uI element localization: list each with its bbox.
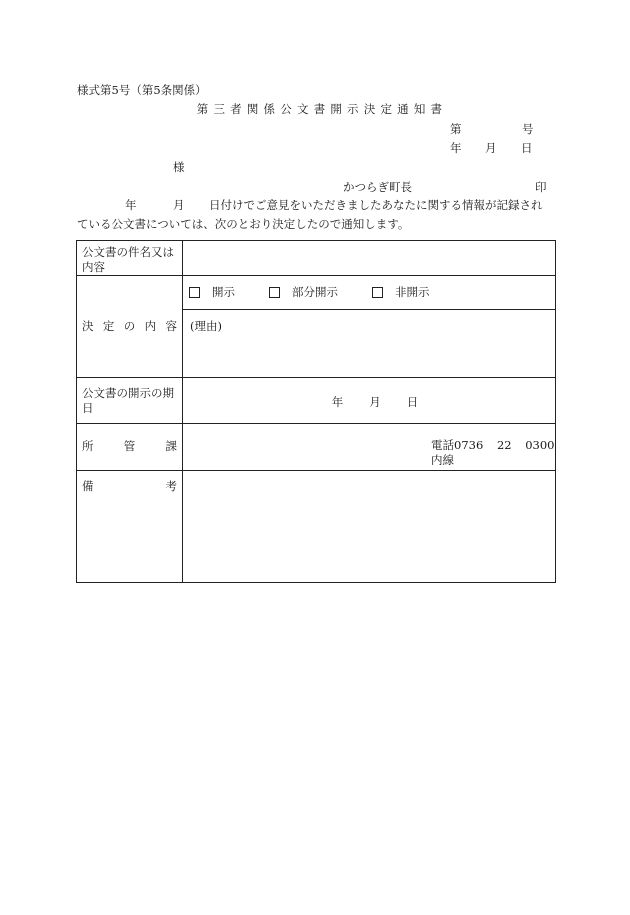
decision-label-char: の [123,319,136,333]
department-value-cell[interactable] [183,424,556,471]
remarks-value-cell[interactable] [183,471,556,583]
phone-part2: 22 [496,438,512,452]
disclosure-date-cell[interactable] [183,378,556,424]
document-number-prefix: 第 [450,122,462,136]
issue-date-month: 月 [485,141,497,155]
remarks-label [77,471,182,494]
option-disclose-label: 開示 [212,285,235,299]
body-text-line1: 日付けでご意見をいただきましたあなたに関する情報が記録され [209,198,543,212]
decision-options-row [77,276,556,310]
option-disclose[interactable] [189,286,235,298]
option-partial-disclose[interactable] [269,286,338,298]
addressee-honorific: 様 [173,160,185,174]
disclosure-date-label-cell [77,378,183,424]
phone-part3: 0300 [525,438,555,452]
disclosure-date [183,378,555,410]
decision-reason-cell[interactable] [183,310,556,378]
department-label [77,424,182,454]
department-label-char: 管 [123,439,136,453]
remarks-row [77,471,556,583]
doc-name-value-cell[interactable] [183,241,556,276]
seal-mark: 印 [535,180,547,194]
decision-label-cell [77,276,183,378]
doc-name-label-cell [77,241,183,276]
disclosure-date-label: 公文書の開示の期日 [82,386,174,415]
remarks-label-char: 考 [165,479,177,493]
remarks-label-cell [77,471,183,583]
notice-table [76,240,556,583]
doc-name-row [77,241,556,276]
option-non-disclose-label: 非開示 [395,285,430,299]
issue-date-day: 日 [521,141,533,155]
option-non-disclose[interactable] [372,286,430,298]
decision-options [183,276,555,298]
checkbox-non-disclose[interactable] [372,287,383,298]
disclosure-date-row [77,378,556,424]
issue-date-year: 年 [450,141,462,155]
decision-options-cell [183,276,556,310]
decision-label-char: 容 [165,319,177,333]
department-label-cell [77,424,183,471]
decision-label [77,319,182,334]
department-label-char: 所 [82,439,94,453]
decision-label-char: 内 [144,319,157,333]
disclosure-date-day: 日 [406,395,419,409]
checkbox-disclose[interactable] [189,287,200,298]
disclosure-date-year: 年 [331,395,344,409]
remarks-label-char: 備 [82,479,94,493]
reason-label: (理由) [190,319,222,333]
form-number-label: 様式第5号（第5条関係） [77,83,207,97]
opinion-date-year: 年 [125,198,137,212]
checkbox-partial-disclose[interactable] [269,287,280,298]
phone-extension: 内線 [431,453,454,467]
body-text-line2: ている公文書については、次のとおり決定したので通知します。 [77,217,410,231]
phone-info [431,438,555,468]
decision-label-char: 定 [102,319,115,333]
issuer-name: かつらぎ町長 [343,180,412,194]
disclosure-date-month: 月 [369,395,381,409]
document-title: 第三者関係公文書開示決定通知書 [196,102,448,116]
phone-label: 電話0736 [431,438,484,452]
department-row [77,424,556,471]
document-number-suffix: 号 [522,122,534,136]
department-label-char: 課 [165,439,177,453]
option-partial-disclose-label: 部分開示 [292,285,338,299]
opinion-date-month: 月 [173,198,185,212]
phone-block [183,424,555,470]
doc-name-label: 公文書の件名又は内容 [82,245,174,274]
decision-label-char: 決 [82,319,94,333]
